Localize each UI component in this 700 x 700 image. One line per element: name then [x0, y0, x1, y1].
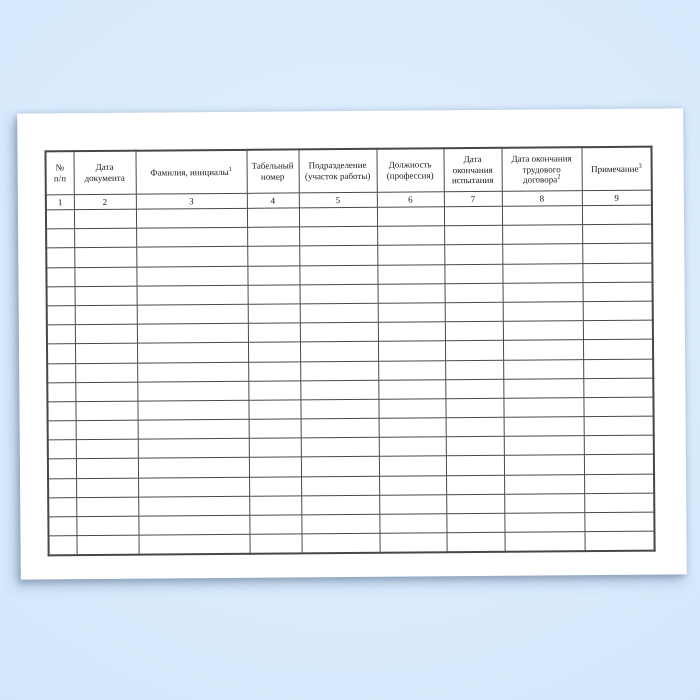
table-cell — [378, 341, 445, 361]
table-cell — [46, 229, 74, 248]
table-cell — [47, 344, 75, 363]
column-number-4: 4 — [247, 193, 299, 208]
table-cell — [301, 476, 379, 496]
table-cell — [582, 263, 652, 283]
table-cell — [75, 344, 137, 364]
table-cell — [445, 321, 503, 341]
table-row — [48, 531, 654, 555]
table-cell — [583, 397, 653, 417]
table-cell — [138, 496, 249, 516]
table-cell — [248, 285, 300, 305]
table-cell — [74, 267, 136, 287]
table-cell — [48, 421, 76, 440]
table-cell — [76, 516, 138, 536]
table-cell — [48, 517, 76, 536]
table-cell — [503, 359, 583, 379]
table-body — [46, 205, 655, 555]
table-cell — [47, 286, 75, 305]
table-cell — [300, 399, 378, 419]
table-cell — [377, 245, 444, 265]
table-cell — [378, 322, 445, 342]
table-cell — [247, 227, 299, 247]
column-header-1 — [45, 151, 73, 195]
table-cell — [377, 226, 444, 246]
table-cell — [378, 284, 445, 304]
table-cell — [504, 474, 584, 494]
table-cell — [46, 267, 74, 286]
table-cell — [584, 416, 654, 436]
table-cell — [138, 515, 249, 535]
table-cell — [75, 363, 137, 383]
column-header-8 — [501, 147, 581, 191]
table-cell — [378, 303, 445, 323]
table-cell — [502, 263, 582, 283]
table-cell — [504, 436, 584, 456]
table-cell — [299, 207, 377, 227]
footnote-marker: 3 — [638, 162, 642, 170]
table-cell — [379, 533, 446, 553]
table-cell — [137, 400, 248, 420]
table-cell — [379, 418, 446, 438]
table-cell — [48, 459, 76, 478]
column-header-7 — [443, 148, 501, 192]
footnote-marker: 1 — [228, 165, 232, 173]
table-cell — [249, 534, 301, 554]
table-cell — [300, 342, 378, 362]
table-cell — [76, 420, 138, 440]
table-cell — [249, 477, 301, 497]
table-cell — [301, 418, 379, 438]
table-cell — [136, 208, 247, 228]
column-header-label: Дата окончания испытания — [451, 154, 494, 186]
table-cell — [583, 339, 653, 359]
table-cell — [444, 264, 502, 284]
table-cell — [137, 304, 248, 324]
table-cell — [379, 475, 446, 495]
table-cell — [75, 401, 137, 421]
table-cell — [583, 359, 653, 379]
table-cell — [445, 379, 503, 399]
table-cell — [584, 531, 654, 551]
table-cell — [76, 439, 138, 459]
table-cell — [137, 323, 248, 343]
table-cell — [503, 321, 583, 341]
table-cell — [138, 534, 249, 554]
table-cell — [299, 226, 377, 246]
table-cell — [378, 399, 445, 419]
table-cell — [76, 497, 138, 517]
table-cell — [444, 245, 502, 265]
registration-table — [44, 146, 655, 557]
table-cell — [583, 378, 653, 398]
table-cell — [445, 341, 503, 361]
table-cell — [136, 228, 247, 248]
table-cell — [444, 206, 502, 226]
table-cell — [503, 398, 583, 418]
table-cell — [48, 497, 76, 516]
table-cell — [446, 417, 504, 437]
table-cell — [46, 210, 74, 229]
table-cell — [504, 417, 584, 437]
column-header-label: Дата документа — [84, 162, 125, 184]
table-cell — [502, 206, 582, 226]
column-number-9: 9 — [582, 190, 652, 206]
footnote-marker: 2 — [557, 173, 561, 181]
column-number-7: 7 — [444, 191, 502, 206]
table-cell — [138, 458, 249, 478]
table-cell — [249, 457, 301, 477]
table-cell — [137, 381, 248, 401]
table-cell — [47, 325, 75, 344]
table-cell — [300, 380, 378, 400]
table-cell — [248, 323, 300, 343]
table-cell — [138, 477, 249, 497]
table-cell — [299, 246, 377, 266]
table-cell — [377, 207, 444, 227]
column-number-1: 1 — [46, 195, 74, 210]
table-cell — [247, 208, 299, 228]
table-cell — [379, 514, 446, 534]
table-cell — [74, 248, 136, 268]
table-cell — [582, 224, 652, 244]
document-page — [17, 108, 687, 579]
column-header-4 — [246, 149, 298, 193]
column-header-label: Подразделение (участок работы) — [304, 160, 371, 182]
table-cell — [138, 439, 249, 459]
table-cell — [503, 302, 583, 322]
table-cell — [249, 515, 301, 535]
table-cell — [138, 419, 249, 439]
table-cell — [136, 247, 247, 267]
header-row — [45, 147, 651, 195]
table-cell — [446, 456, 504, 476]
column-header-2 — [73, 151, 135, 195]
table-cell — [300, 284, 378, 304]
table-cell — [75, 324, 137, 344]
table-cell — [248, 361, 300, 381]
table-cell — [445, 302, 503, 322]
table-cell — [301, 438, 379, 458]
table-cell — [379, 495, 446, 515]
column-number-5: 5 — [299, 192, 377, 208]
table-cell — [504, 513, 584, 533]
column-number-8: 8 — [502, 191, 582, 207]
table-cell — [249, 496, 301, 516]
table-cell — [301, 514, 379, 534]
table-cell — [584, 512, 654, 532]
table-cell — [76, 459, 138, 479]
table-cell — [76, 535, 138, 555]
table-cell — [47, 402, 75, 421]
table-cell — [583, 320, 653, 340]
table-cell — [136, 266, 247, 286]
table-cell — [47, 363, 75, 382]
table-cell — [583, 301, 653, 321]
table-cell — [446, 532, 504, 552]
table-cell — [584, 435, 654, 455]
table-cell — [300, 322, 378, 342]
table-cell — [137, 343, 248, 363]
table-cell — [504, 493, 584, 513]
table-cell — [582, 205, 652, 225]
table-cell — [444, 226, 502, 246]
table-cell — [445, 283, 503, 303]
column-header-label: Должность (профессия) — [386, 159, 434, 181]
table-cell — [504, 532, 584, 552]
column-header-5 — [298, 149, 376, 193]
table-cell — [584, 474, 654, 494]
table-cell — [248, 304, 300, 324]
table-cell — [582, 244, 652, 264]
table-cell — [137, 362, 248, 382]
table-cell — [300, 361, 378, 381]
table-cell — [502, 244, 582, 264]
table-cell — [48, 478, 76, 497]
column-header-9 — [581, 147, 651, 191]
table-cell — [446, 494, 504, 514]
table-cell — [74, 209, 136, 229]
column-number-2: 2 — [74, 194, 136, 209]
table-cell — [446, 437, 504, 457]
table-cell — [300, 303, 378, 323]
table-cell — [47, 306, 75, 325]
table-cell — [137, 285, 248, 305]
table-cell — [446, 475, 504, 495]
table-cell — [446, 513, 504, 533]
table-cell — [377, 264, 444, 284]
table-cell — [445, 398, 503, 418]
table-cell — [503, 378, 583, 398]
column-header-label: Примечание — [590, 163, 639, 174]
table-cell — [379, 456, 446, 476]
table-cell — [301, 495, 379, 515]
table-cell — [248, 400, 300, 420]
table-cell — [48, 536, 76, 555]
table-cell — [301, 533, 379, 553]
table-cell — [378, 360, 445, 380]
table-cell — [247, 246, 299, 266]
table-cell — [248, 381, 300, 401]
table-cell — [378, 379, 445, 399]
table-cell — [249, 438, 301, 458]
table-cell — [247, 265, 299, 285]
table-cell — [46, 248, 74, 267]
table-cell — [75, 305, 137, 325]
column-header-3 — [135, 150, 246, 194]
table-cell — [249, 419, 301, 439]
table-cell — [445, 360, 503, 380]
table-cell — [584, 493, 654, 513]
table-cell — [502, 225, 582, 245]
table-cell — [379, 437, 446, 457]
column-number-6: 6 — [377, 192, 444, 208]
table-cell — [503, 340, 583, 360]
table-cell — [76, 478, 138, 498]
table-cell — [504, 455, 584, 475]
table-cell — [503, 282, 583, 302]
table-cell — [583, 282, 653, 302]
column-header-label: № п/п — [53, 162, 67, 184]
column-header-label: Дата окончания трудового договора — [511, 153, 572, 185]
table-cell — [301, 457, 379, 477]
table-cell — [584, 455, 654, 475]
column-header-label: Табельный номер — [251, 160, 294, 182]
table-cell — [47, 382, 75, 401]
table-cell — [75, 382, 137, 402]
table-cell — [74, 228, 136, 248]
table-cell — [299, 265, 377, 285]
table-cell — [248, 342, 300, 362]
column-header-label: Фамилия, инициалы — [150, 166, 229, 178]
table-cell — [75, 286, 137, 306]
column-number-3: 3 — [136, 193, 247, 209]
column-header-6 — [376, 148, 443, 192]
table-cell — [48, 440, 76, 459]
